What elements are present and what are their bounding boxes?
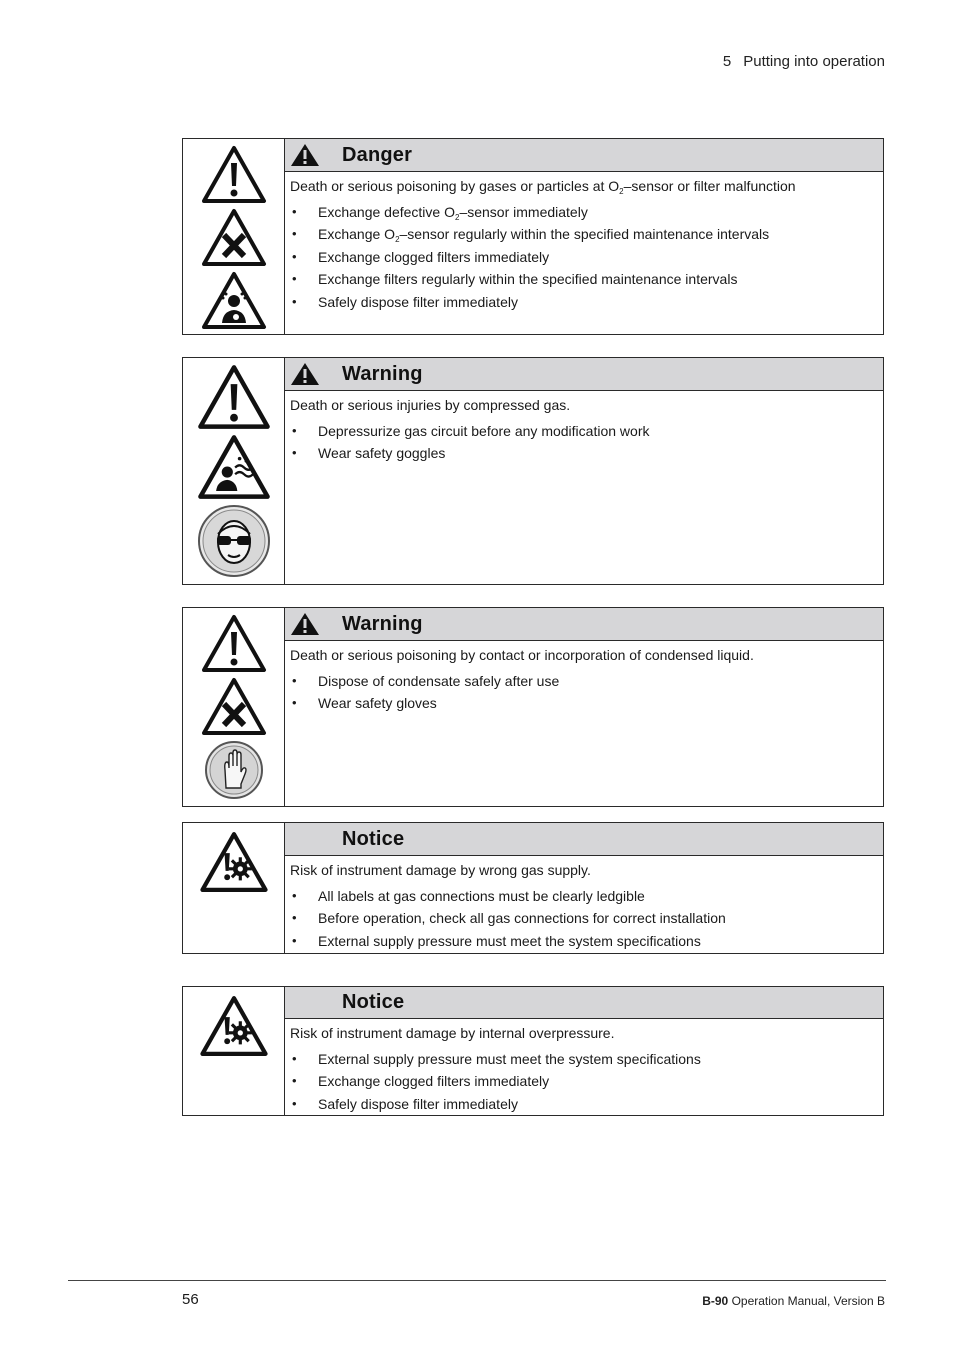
list-item: • Wear safety goggles bbox=[290, 442, 883, 464]
notice-description: Risk of instrument damage by wrong gas supply. bbox=[290, 862, 591, 878]
pictogram-column bbox=[183, 987, 285, 1115]
harmful-irritant-icon bbox=[201, 677, 267, 736]
notice-title: Notice bbox=[342, 990, 405, 1013]
pictogram-column bbox=[183, 608, 285, 806]
chapter-title: Putting into operation bbox=[743, 53, 885, 70]
equipment-damage-icon bbox=[199, 831, 269, 893]
page-number: 56 bbox=[182, 1291, 199, 1308]
toxic-gas-inhalation-icon bbox=[201, 271, 267, 330]
notice-description: Risk of instrument damage by internal overpressure. bbox=[290, 1024, 615, 1041]
notice-header bbox=[285, 823, 883, 856]
general-warning-icon bbox=[197, 364, 271, 430]
warning-measures bbox=[290, 670, 883, 715]
warning-description: Death or serious injuries by compressed gas. bbox=[290, 397, 571, 413]
list-item: • Exchange $O_2$–sensor regularly within the specified maintenance intervals bbox=[290, 223, 883, 245]
list-item: • Dispose of condensate safely after use bbox=[290, 670, 883, 692]
footer-divider bbox=[68, 1280, 886, 1281]
danger-title: Danger bbox=[342, 143, 413, 166]
list-item: • Exchange filters regularly within the specified maintenance intervals bbox=[290, 268, 883, 290]
danger-measures bbox=[290, 201, 883, 313]
general-warning-icon bbox=[201, 614, 267, 673]
equipment-damage-icon bbox=[199, 995, 269, 1057]
running-header bbox=[723, 53, 885, 70]
chapter-number: 5 bbox=[722, 53, 732, 70]
list-item: • Exchange defective $O_2$–sensor immediately bbox=[290, 201, 883, 223]
notice-box-overpressure bbox=[182, 986, 884, 1116]
list-item: • Before operation, check all gas connections for correct installation bbox=[290, 907, 883, 929]
list-item: • External supply pressure must meet the system specifications bbox=[290, 1048, 883, 1070]
notice-measures bbox=[290, 1048, 883, 1115]
list-item: • Exchange clogged filters immediately bbox=[290, 246, 883, 268]
list-item: • Wear safety gloves bbox=[290, 692, 883, 714]
pressurized-gas-warning-icon bbox=[197, 434, 271, 500]
wear-safety-gloves-icon bbox=[204, 740, 264, 800]
warning-triangle-icon bbox=[290, 143, 320, 167]
warning-description: Death or serious poisoning by contact or incorporation of condensed liquid. bbox=[290, 647, 754, 663]
wear-safety-goggles-icon bbox=[197, 504, 271, 578]
warning-header bbox=[285, 358, 883, 391]
danger-description: Death or serious poisoning by gases or particles at $O_2$–sensor or filter malfunction bbox=[290, 178, 796, 196]
notice-measures bbox=[290, 885, 883, 952]
manual-title: B-90 Operation Manual, Version B bbox=[702, 1294, 885, 1308]
list-item: • All labels at gas connections must be clearly ledgible bbox=[290, 885, 883, 907]
notice-header bbox=[285, 987, 883, 1019]
warning-measures bbox=[290, 420, 883, 465]
warning-triangle-icon bbox=[290, 362, 320, 386]
warning-triangle-icon bbox=[290, 612, 320, 636]
list-item: • Depressurize gas circuit before any modification work bbox=[290, 420, 883, 442]
harmful-irritant-icon bbox=[201, 208, 267, 267]
general-warning-icon bbox=[201, 145, 267, 204]
warning-box-condensed-liquid bbox=[182, 607, 884, 807]
list-item: • Exchange clogged filters immediately bbox=[290, 1070, 883, 1092]
notice-box-gas-supply bbox=[182, 822, 884, 954]
warning-box-compressed-gas bbox=[182, 357, 884, 585]
danger-header bbox=[285, 139, 883, 172]
pictogram-column bbox=[183, 139, 285, 334]
pictogram-column bbox=[183, 358, 285, 584]
notice-title: Notice bbox=[342, 827, 405, 850]
warning-title: Warning bbox=[342, 362, 423, 385]
list-item: • External supply pressure must meet the system specifications bbox=[290, 930, 883, 952]
list-item: • Safely dispose filter immediately bbox=[290, 1093, 883, 1115]
pictogram-column bbox=[183, 823, 285, 953]
warning-title: Warning bbox=[342, 612, 423, 635]
list-item: • Safely dispose filter immediately bbox=[290, 291, 883, 313]
warning-header bbox=[285, 608, 883, 641]
danger-box bbox=[182, 138, 884, 335]
